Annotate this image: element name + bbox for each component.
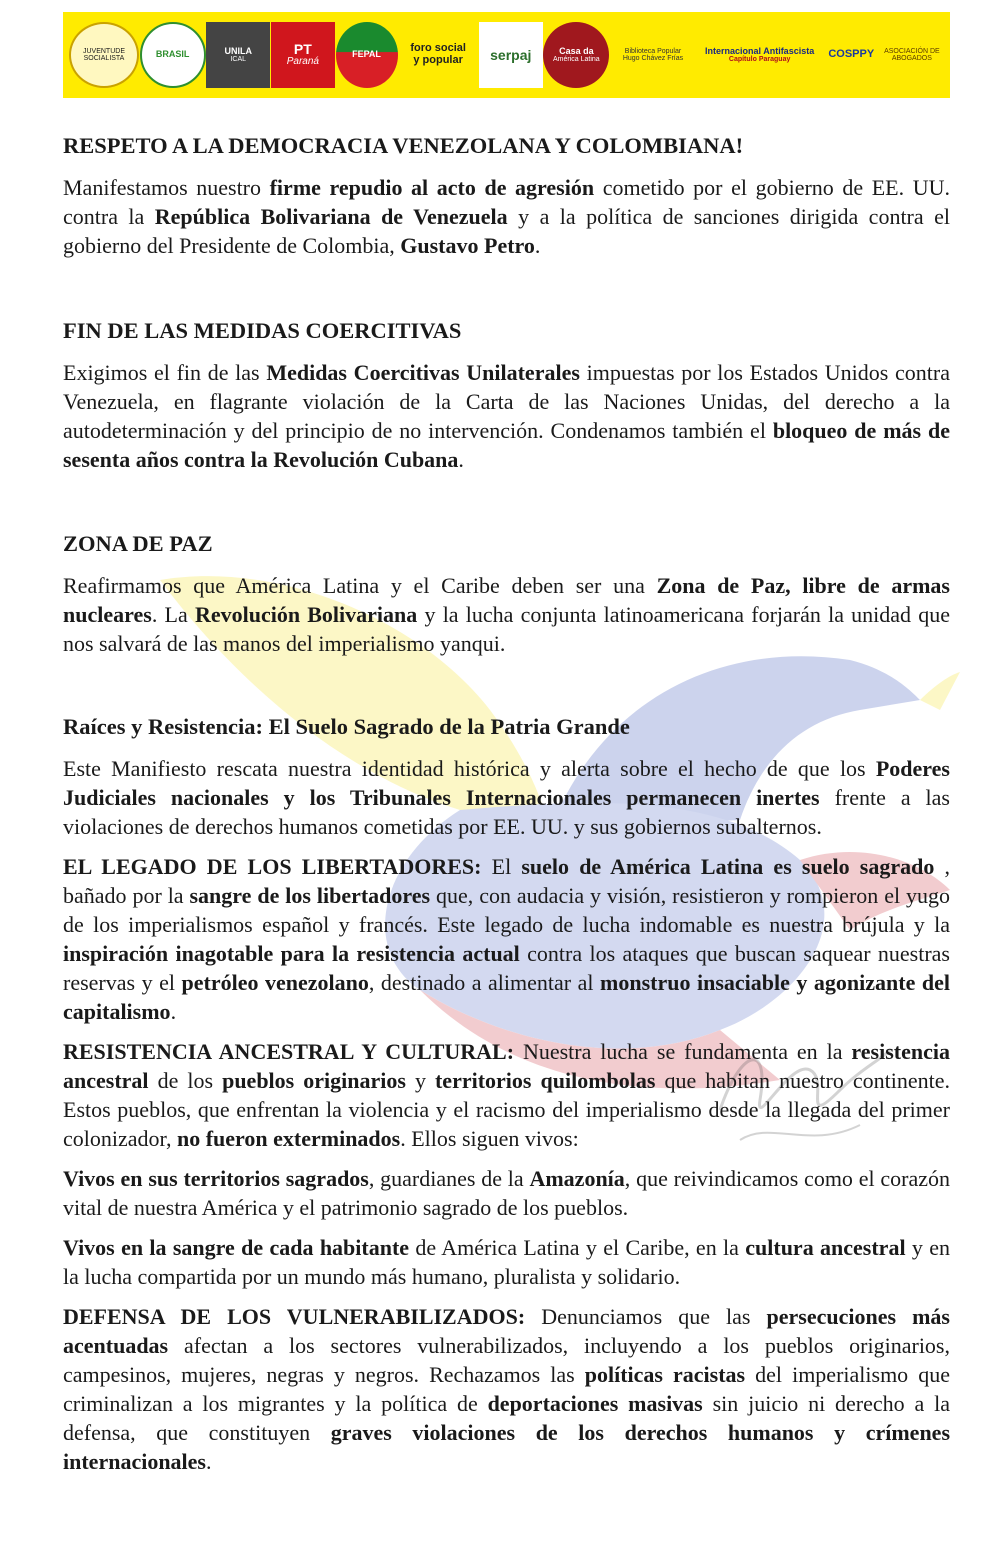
text-run: , bañado por la [63, 854, 950, 908]
bold-text: Vivos en la sangre de cada habitante [63, 1235, 410, 1260]
text-run: sin juicio ni derecho a la defensa, que constituyen [63, 1391, 950, 1445]
paragraph-raices [63, 754, 950, 841]
text-run: que, con audacia y visión, resistieron y rompieron el yugo de los imperialismos español y francés. Este legado de lucha indomable es nuestra brújula y la [63, 883, 950, 937]
logo-juventude: JUVENTUDE SOCIALISTA [69, 22, 139, 88]
bold-text: RESISTENCIA ANCESTRAL Y CULTURAL: [63, 1039, 515, 1064]
text-run: frente a las violaciones de derechos humanos cometidas por EE. UU. y sus gobiernos subalternos. [63, 785, 950, 839]
bold-text: resistencia ancestral [63, 1039, 950, 1093]
logo-casa-america-latina: Casa da América Latina [543, 22, 609, 88]
paragraph-resistencia [63, 1037, 950, 1153]
text-run: que habitan nuestro continente. Estos pueblos, que enfrentan la violencia y el racismo del imperialismo desde la llegada del primer colonizador, [63, 1068, 950, 1151]
bold-text: pueblos originarios [222, 1068, 406, 1093]
text-run: Denunciamos que las [525, 1304, 767, 1329]
text-run: Exigimos el fin de las [63, 360, 267, 385]
paragraph-defensa [63, 1302, 950, 1476]
logo-internacional-antifascista: Internacional Antifascista Capítulo Paraguay [705, 45, 815, 64]
paragraph-respeto [63, 173, 950, 260]
text-run: El [481, 854, 522, 879]
text-run: cometido por el gobierno de EE. UU. contra la [63, 175, 950, 229]
text-run: Manifestamos nuestro [63, 175, 270, 200]
bold-text: Vivos en sus territorios sagrados [63, 1166, 369, 1191]
bold-text: Revolución Bolivariana [194, 602, 418, 627]
text-run: impuestas por los Estados Unidos contra Venezuela, en flagrante violación de la Carta de las Naciones Unidas, del derecho a la autodeterminación y del principio de no intervención. Condenamos también el [63, 360, 950, 443]
logo-foro-social: foro social y popular [410, 42, 466, 66]
bold-text: no fueron exterminados [176, 1126, 401, 1151]
logo-abogados-juristas: ASOCIACIÓN DE ABOGADOS [884, 47, 940, 62]
bold-text: políticas racistas [584, 1362, 746, 1387]
text-run: y la lucha conjunta latinoamericana forjarán la unidad que nos salvará de las manos del imperialismo yanqui. [63, 602, 951, 656]
text-run: . Ellos siguen vivos: [400, 1126, 579, 1151]
paragraph-zona-paz [63, 571, 950, 658]
paragraph-vivos-territorios [63, 1164, 950, 1222]
bold-text: Medidas Coercitivas Unilaterales [266, 360, 580, 385]
bold-text: monstruo insaciable y agonizante del capitalismo [63, 970, 950, 1024]
bold-text: petróleo venezolano [181, 970, 369, 995]
text-run: . [206, 1449, 212, 1474]
text-run: Reafirmamos que América Latina y el Caribe deben ser una [63, 573, 657, 598]
bold-text: cultura ancestral [745, 1235, 906, 1260]
bold-text: persecuciones más acentuadas [63, 1304, 950, 1358]
text-run: afectan a los sectores vulnerabilizados, incluyendo a los pueblos originarios, campesinos, mujeres, negras y negros. Rechazamos las [63, 1333, 950, 1387]
bold-text: DEFENSA DE LOS VULNERABILIZADOS: [63, 1304, 526, 1329]
text-run: y a la política de sanciones dirigida contra el gobierno del Presidente de Colombia, [63, 204, 950, 258]
paragraph-legado [63, 852, 950, 1026]
logo-brasil: BRASIL [140, 22, 206, 88]
bold-text: deportaciones masivas [487, 1391, 703, 1416]
section-title-zona-paz: ZONA DE PAZ [63, 531, 213, 556]
bold-text: Zona de Paz, libre de armas nucleares [63, 573, 950, 627]
text-run: y [405, 1068, 435, 1093]
bold-text: territorios quilombolas [434, 1068, 656, 1093]
bold-text: EL LEGADO DE LOS LIBERTADORES: [63, 854, 482, 879]
text-run: del imperialismo que criminalizan a los migrantes y la política de [63, 1362, 950, 1416]
section-title-fin-medidas: FIN DE LAS MEDIDAS COERCITIVAS [63, 318, 462, 343]
bold-text: inspiración inagotable para la resistencia actual [63, 941, 520, 966]
text-run: contra los ataques que buscan saquear nuestras reservas y el [63, 941, 950, 995]
logo-pt-parana: PT Paraná [271, 22, 335, 88]
paragraph-vivos-sangre [63, 1233, 950, 1291]
section-title-respeto: RESPETO A LA DEMOCRACIA VENEZOLANA Y COLOMBIANA! [63, 133, 744, 158]
bold-text: República Bolivariana de Venezuela [154, 204, 508, 229]
manifesto-body [63, 128, 950, 1476]
text-run: . [458, 447, 464, 472]
bold-text: suelo de América Latina es suelo sagrado [521, 854, 935, 879]
logo-serpaj: serpaj [479, 22, 543, 88]
text-run: . [170, 999, 177, 1024]
bold-text: Amazonía [529, 1166, 625, 1191]
text-run: , guardianes de la [368, 1166, 530, 1191]
bold-text: firme repudio al acto de agresión [269, 175, 595, 200]
bold-text: Poderes Judiciales nacionales y los Tribunales Internacionales permanecen inertes [63, 756, 950, 810]
text-run: Nuestra lucha se fundamenta en la [514, 1039, 852, 1064]
text-run: . La [151, 602, 195, 627]
bold-text: bloqueo de más de sesenta años contra la Revolución Cubana [63, 418, 950, 472]
section-title-raices: Raíces y Resistencia: El Suelo Sagrado de la Patria Grande [63, 714, 630, 739]
text-run: y en la lucha compartida por un mundo más humano, pluralista y solidario. [63, 1235, 951, 1289]
text-run: Este Manifiesto rescata nuestra identidad histórica y alerta sobre el hecho de que los [63, 756, 876, 781]
text-run: . [534, 233, 541, 258]
logo-fepal: FEPAL [336, 22, 398, 88]
bold-text: Gustavo Petro [400, 233, 535, 258]
text-run: de los [148, 1068, 223, 1093]
bold-text: graves violaciones de los derechos humanos y crímenes internacionales [63, 1420, 951, 1474]
bold-text: sangre de los libertadores [189, 883, 431, 908]
text-run: , que reivindicamos como el corazón vital de nuestra América y el patrimonio sagrado de los pueblos. [63, 1166, 950, 1220]
logo-biblioteca-popular: Biblioteca Popular Hugo Chávez Frías [622, 47, 684, 62]
logo-banner [63, 12, 950, 98]
logo-cosppy: COSPPY [828, 48, 875, 61]
paragraph-fin-medidas [63, 358, 950, 474]
text-run: de América Latina y el Caribe, en la [409, 1235, 746, 1260]
logo-unila: UNILA ICAL [206, 22, 270, 88]
text-run: , destinado a alimentar al [368, 970, 601, 995]
